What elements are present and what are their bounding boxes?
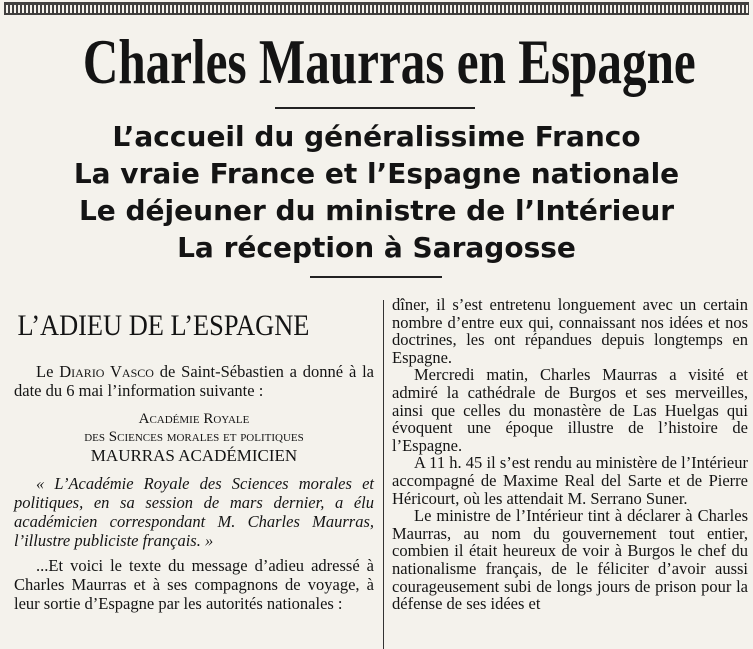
deck-line-1: L’accueil du généralissime Franco [112, 120, 641, 153]
academy-heading: MAURRAS ACADÉMICIEN [90, 446, 298, 465]
intro-pre: Le [36, 362, 54, 381]
intro-post: de Saint-Sébastien a donné à la date du 6 mai l’information suivante : [14, 362, 374, 400]
paragraph-2: Mercredi matin, Charles Maurras a visité et admiré la cathédrale de Burgos et ses merveilles, ainsi que celles du monastère de Las Huelgas qui évoquent une époque illustre de l’histoire de l’Espagne. [392, 365, 748, 455]
section-title: L’ADIEU DE L’ESPAGNE [17, 309, 310, 342]
deck-rule [310, 276, 442, 278]
deck-line-3: Le déjeuner du ministre de l’Intérieur [78, 194, 675, 227]
deck-line-4: La réception à Saragosse [177, 231, 576, 264]
paragraph-3: A 11 h. 45 il s’est rendu au ministère de l’Intérieur accompagné de Maxime Real del Sarte et de Pierre Héricourt, où les attendait M. Serrano Suner. [392, 453, 748, 508]
deck [0, 118, 753, 266]
academy-quote: « L’Académie Royale des Sciences morales et politiques, en sa session de mars dernier, a élu académicien correspondant M. Charles Maurras, l’illustre publiciste français. » [14, 474, 374, 550]
top-border-rule [4, 2, 749, 15]
right-column [392, 296, 748, 613]
left-column [14, 306, 374, 613]
deck-line-2: La vraie France et l’Espagne nationale [73, 157, 680, 190]
paragraph-1: dîner, il s’est entretenu longuement avec un certain nombre d’entre eux qui, connaissant nos idées et nos doctrines, les ont répandues depuis longtemps en Espagne. [392, 295, 748, 367]
newspaper-name: Diario Vasco [59, 362, 154, 381]
intro-paragraph [14, 362, 374, 400]
headline-rule [275, 107, 475, 109]
academy-line-2: des Sciences morales et politiques [84, 429, 304, 445]
closing-paragraph: ...Et voici le texte du message d’adieu adressé à Charles Maurras et à ses compagnons de voyage, à leur sortie d’Espagne par les autorités nationales : [14, 556, 374, 613]
academy-line-1: Académie Royale [138, 411, 250, 427]
headline: Charles Maurras en Espagne [82, 27, 696, 97]
paragraph-4: Le ministre de l’Intérieur tint à déclarer à Charles Maurras, au nom du gouvernement tout entier, combien il était heureux de voir à Burgos le chef du nationalisme français, de le féliciter d’avoir aussi courageusement subi de longs jours de prison pour la défense de ses idées et [392, 506, 748, 614]
column-divider [383, 300, 384, 649]
